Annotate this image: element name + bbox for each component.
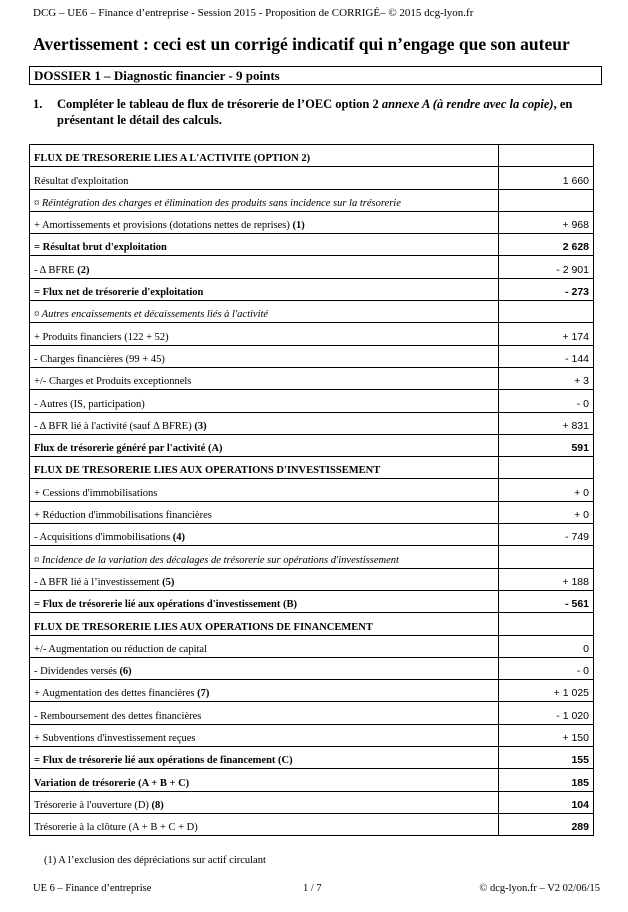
table-row [30,323,594,345]
table-row [30,546,594,568]
table-row [30,568,594,590]
row-label-text: +/- Augmentation ou réduction de capital [34,643,207,655]
row-label-text: = Résultat brut d'exploitation [34,242,167,254]
row-amount [499,457,594,479]
table-row [30,234,594,256]
table-row [30,412,594,434]
table-row [30,590,594,612]
row-label [30,813,499,835]
row-label [30,524,499,546]
row-reference: (5) [162,576,175,588]
row-amount: 1 660 [499,167,594,189]
row-label [30,256,499,278]
question-text-annex: annexe A (à rendre avec la copie) [381,97,554,111]
cash-flow-table [29,144,594,836]
row-label-text: - Δ BFRE [34,264,78,276]
row-amount: - 0 [499,390,594,412]
row-amount: 155 [499,747,594,769]
footer-page-number: 1 / 7 [303,883,322,894]
table-row [30,301,594,323]
row-amount [499,613,594,635]
row-reference: (7) [197,688,210,700]
table-row [30,524,594,546]
row-label-text: Résultat d'exploitation [34,175,129,187]
row-amount [499,546,594,568]
row-label-text: - Acquisitions d'immobilisations [34,532,173,544]
table-row [30,747,594,769]
row-reference: (1) [292,220,305,232]
row-amount: - 1 020 [499,702,594,724]
row-label-text: + Cessions d'immobilisations [34,487,158,499]
table-row [30,167,594,189]
row-label-text: Flux de trésorerie généré par l'activité (A) [34,443,223,455]
table-row [30,278,594,300]
table-row [30,189,594,211]
row-label-text: FLUX DE TRESORERIE LIES AUX OPERATIONS DE FINANCEMENT [34,621,373,633]
row-reference: (4) [172,532,185,544]
row-amount [499,145,594,167]
row-amount: + 0 [499,479,594,501]
row-label [30,568,499,590]
table-row [30,367,594,389]
table-row [30,501,594,523]
table-row [30,813,594,835]
row-label-text: FLUX DE TRESORERIE LIES A L'ACTIVITE (OPTION 2) [34,153,311,165]
table-row [30,457,594,479]
row-label [30,769,499,791]
row-label [30,724,499,746]
row-label [30,234,499,256]
row-amount: 185 [499,769,594,791]
table-row [30,145,594,167]
table-row [30,724,594,746]
question-text-start: Compléter le tableau de flux de trésorerie de l’OEC option 2 [57,97,382,111]
row-label [30,747,499,769]
row-reference: (6) [119,666,132,678]
row-amount: - 749 [499,524,594,546]
row-label [30,301,499,323]
row-amount: + 1 025 [499,680,594,702]
row-label [30,390,499,412]
row-amount: + 3 [499,367,594,389]
table-row [30,680,594,702]
row-label-text: Trésorerie à la clôture (A + B + C + D) [34,822,198,834]
row-amount: 2 628 [499,234,594,256]
row-label-text: +/- Charges et Produits exceptionnels [34,376,192,388]
row-label [30,189,499,211]
question-number: 1. [33,97,43,111]
row-label [30,457,499,479]
table-row [30,434,594,456]
row-reference: (2) [77,264,90,276]
row-label [30,367,499,389]
row-label-text: + Amortissements et provisions (dotations nettes de reprises) [34,220,293,232]
table-row [30,635,594,657]
table-row [30,702,594,724]
row-label [30,479,499,501]
page-header: DCG – UE6 – Finance d’entreprise - Session 2015 - Proposition de CORRIGÉ– © 2015 dcg-lyon.fr [33,7,474,19]
question-text-end: , en présentant le détail des calculs. [57,97,573,127]
dossier-heading: DOSSIER 1 – Diagnostic financier - 9 points [29,66,602,85]
row-label [30,323,499,345]
row-label [30,635,499,657]
table-row [30,479,594,501]
warning-title: Avertissement : ceci est un corrigé indicatif qui n’engage que son auteur [33,34,570,54]
row-label-text: = Flux net de trésorerie d'exploitation [34,287,204,299]
row-amount: - 2 901 [499,256,594,278]
table-row [30,345,594,367]
footnote: (1) A l’exclusion des dépréciations sur actif circulant [44,855,266,866]
row-label [30,590,499,612]
row-label [30,546,499,568]
row-amount: 104 [499,791,594,813]
question-text [57,96,603,128]
row-amount [499,301,594,323]
row-label-text: ¤ Autres encaissements et décaissements liés à l'activité [34,309,269,321]
row-label [30,345,499,367]
row-label [30,434,499,456]
table-row [30,211,594,233]
row-label-text: + Subventions d'investissement reçues [34,733,196,745]
row-label-text: + Produits financiers (122 + 52) [34,331,169,343]
row-amount [499,189,594,211]
table-row [30,613,594,635]
row-label-text: FLUX DE TRESORERIE LIES AUX OPERATIONS D'INVESTISSEMENT [34,465,381,477]
row-label-text: Trésorerie à l'ouverture (D) [34,799,152,811]
row-amount: 0 [499,635,594,657]
row-label [30,501,499,523]
table-row [30,791,594,813]
footer-copyright: © dcg-lyon.fr – V2 02/06/15 [479,883,600,894]
row-label-text: - Dividendes versés [34,666,120,678]
row-label-text: - Δ BFR lié à l'activité (sauf Δ BFRE) [34,420,195,432]
row-label-text: - Remboursement des dettes financières [34,710,202,722]
row-amount: - 273 [499,278,594,300]
row-amount: + 0 [499,501,594,523]
row-amount: + 150 [499,724,594,746]
row-label [30,278,499,300]
row-label-text: ¤ Incidence de la variation des décalages de trésorerie sur opérations d'investissement [34,554,399,566]
row-amount: - 561 [499,590,594,612]
row-label [30,680,499,702]
row-label-text: - Autres (IS, participation) [34,398,145,410]
row-reference: (3) [194,420,207,432]
row-amount: - 144 [499,345,594,367]
row-label-text: Variation de trésorerie (A + B + C) [34,777,190,789]
row-amount: - 0 [499,657,594,679]
row-amount: + 174 [499,323,594,345]
row-label [30,657,499,679]
row-label-text: - Charges financières (99 + 45) [34,353,165,365]
question [33,96,603,128]
row-amount: 289 [499,813,594,835]
footer-course: UE 6 – Finance d’entreprise [33,883,152,894]
table-row [30,256,594,278]
table-row [30,657,594,679]
row-amount: + 831 [499,412,594,434]
row-reference: (8) [151,799,164,811]
row-label-text: - Δ BFR lié à l’investissement [34,576,163,588]
row-label [30,211,499,233]
row-label-text: + Réduction d'immobilisations financières [34,510,212,522]
row-label-text: = Flux de trésorerie lié aux opérations de financement (C) [34,755,293,767]
row-label [30,145,499,167]
row-label [30,702,499,724]
table-row [30,390,594,412]
row-label [30,613,499,635]
row-amount: + 188 [499,568,594,590]
row-label [30,412,499,434]
row-label [30,167,499,189]
row-label-text: ¤ Réintégration des charges et élimination des produits sans incidence sur la trésorerie [34,197,401,209]
row-label [30,791,499,813]
table-row [30,769,594,791]
row-amount: + 968 [499,211,594,233]
row-amount: 591 [499,434,594,456]
row-label-text: + Augmentation des dettes financières [34,688,198,700]
row-label-text: = Flux de trésorerie lié aux opérations d'investissement (B) [34,599,298,611]
